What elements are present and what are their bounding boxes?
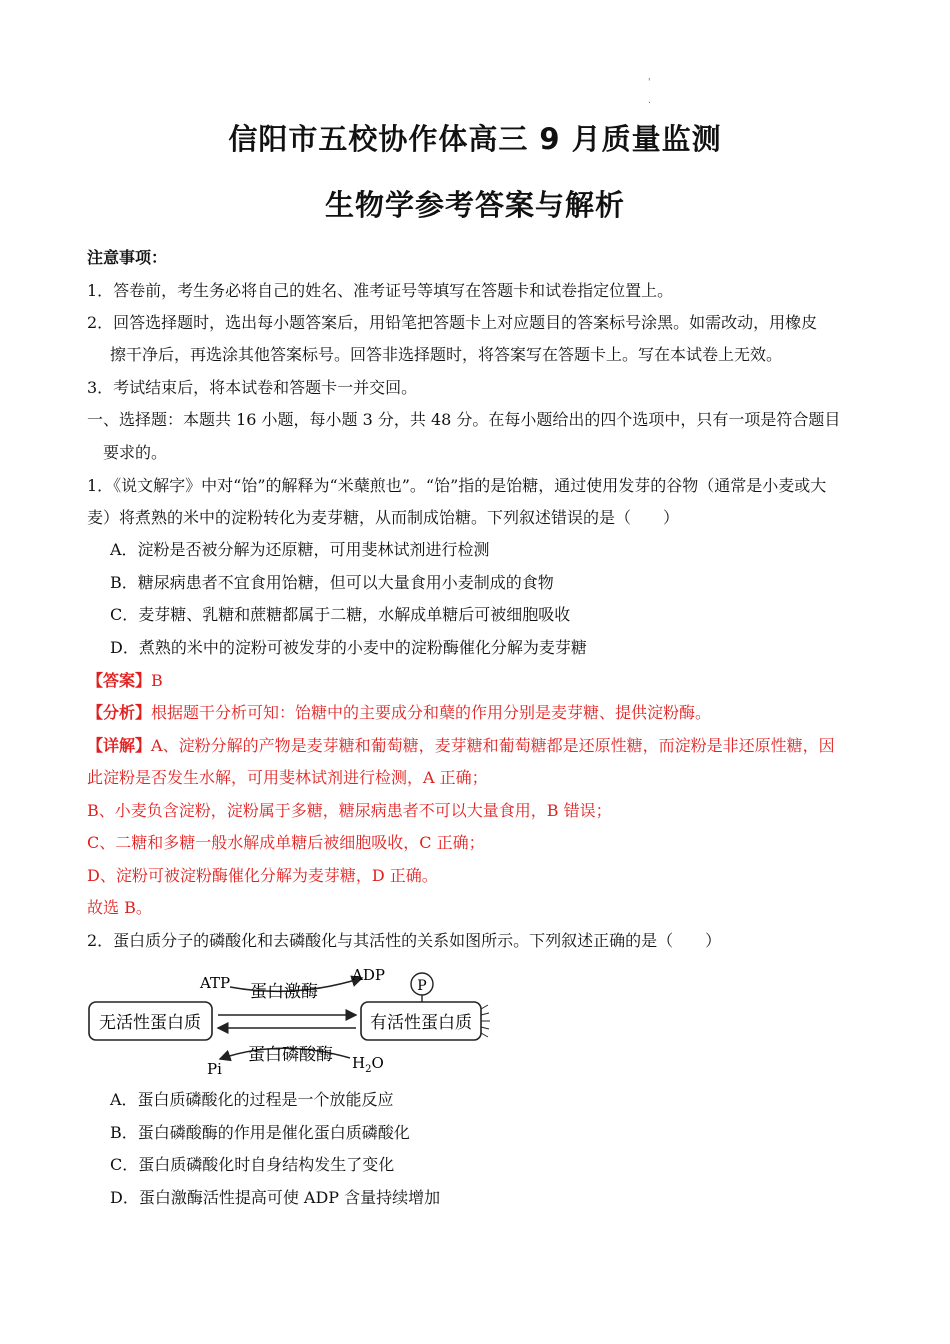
option-c: C．麦芽糖、乳糖和蔗糖都属于二糖，水解成单糖后可被细胞吸收 [110,605,571,624]
phosphatase-label: 蛋白磷酸酶 [248,1045,333,1065]
analysis-tag: 【分析】 [87,703,152,722]
detail-line [87,736,835,756]
phosphate-label: P [417,978,427,994]
detail-tag: 【详解】 [87,736,152,755]
analysis-text: 根据题干分析可知：饴糖中的主要成分和蘖的作用分别是麦芽糖、提供淀粉酶。 [151,703,712,722]
kinase-label: 蛋白激酶 [250,982,318,1002]
atp-label: ATP [200,974,231,992]
notice-heading: 注意事项： [87,248,168,267]
question-stem: 麦）将煮熟的米中的淀粉转化为麦芽糖，从而制成饴糖。下列叙述错误的是（ ） [87,508,680,527]
active-protein-label: 有活性蛋白质 [370,1013,472,1033]
conclusion-line: 故选 B。 [87,898,152,917]
option-c: C．蛋白质磷酸化时自身结构发生了变化 [110,1155,395,1174]
option-d: D．煮熟的米中的淀粉可被发芽的小麦中的淀粉酶催化分解为麦芽糖 [110,638,587,657]
section-heading: 要求的。 [103,443,168,462]
notice-item: 擦干净后，再选涂其他答案标号。回答非选择题时，将答案写在答题卡上。写在本试卷上无效。 [110,345,783,364]
detail-line: B、小麦负含淀粉，淀粉属于多糖，糖尿病患者不可以大量食用，B 错误； [87,801,612,820]
option-d: D．蛋白激酶活性提高可使 ADP 含量持续增加 [110,1188,441,1207]
margin-mark: ' [648,78,651,88]
water-label: $H_2O$ [352,1054,384,1075]
active-site-ticks [481,1005,490,1037]
option-b: B．蛋白磷酸酶的作用是催化蛋白质磷酸化 [110,1123,410,1142]
phosphorylation-diagram [80,962,500,1080]
option-a: A．淀粉是否被分解为还原糖，可用斐林试剂进行检测 [110,540,490,559]
answer-line [87,671,163,691]
page-title: 信阳市五校协作体高三 9 月质量监测 [228,122,722,156]
option-b: B．糖尿病患者不宜食用饴糖，但可以大量食用小麦制成的食物 [110,573,554,592]
notice-item: 1．答卷前，考生务必将自己的姓名、准考证号等填写在答题卡和试卷指定位置上。 [87,281,674,300]
margin-mark: . [648,96,651,106]
detail-line: C、二糖和多糖一般水解成单糖后被细胞吸收，C 正确； [87,833,485,852]
inactive-protein-label: 无活性蛋白质 [99,1013,201,1033]
notice-item: 2．回答选择题时，选出每小题答案后，用铅笔把答题卡上对应题目的答案标号涂黑。如需改动，用橡皮 [87,313,818,332]
pi-label: Pi [207,1060,222,1078]
detail-line: 此淀粉是否发生水解，可用斐林试剂进行检测，A 正确； [87,768,488,787]
question-stem: 2．蛋白质分子的磷酸化和去磷酸化与其活性的关系如图所示。下列叙述正确的是（ ） [87,931,722,950]
detail-text: A、淀粉分解的产物是麦芽糖和葡萄糖，麦芽糖和葡萄糖都是还原性糖，而淀粉是非还原性糖，因 [151,736,835,755]
adp-label: ADP [352,966,385,984]
answer-tag: 【答案】 [87,671,152,690]
detail-line: D、淀粉可被淀粉酶催化分解为麦芽糖，D 正确。 [87,866,438,885]
page-subtitle: 生物学参考答案与解析 [324,188,625,222]
analysis-line [87,703,711,723]
answer-value: B [151,671,163,690]
question-stem: 1．《说文解字》中对“饴”的解释为“米蘖煎也”。“饴”指的是饴糖，通过使用发芽的谷物（通常是小麦或大 [87,476,827,495]
section-heading: 一、选择题：本题共 16 小题，每小题 3 分，共 48 分。在每小题给出的四个选项中，只有一项是符合题目 [87,410,841,429]
notice-item: 3．考试结束后，将本试卷和答题卡一并交回。 [87,378,418,397]
option-a: A．蛋白质磷酸化的过程是一个放能反应 [110,1090,394,1109]
